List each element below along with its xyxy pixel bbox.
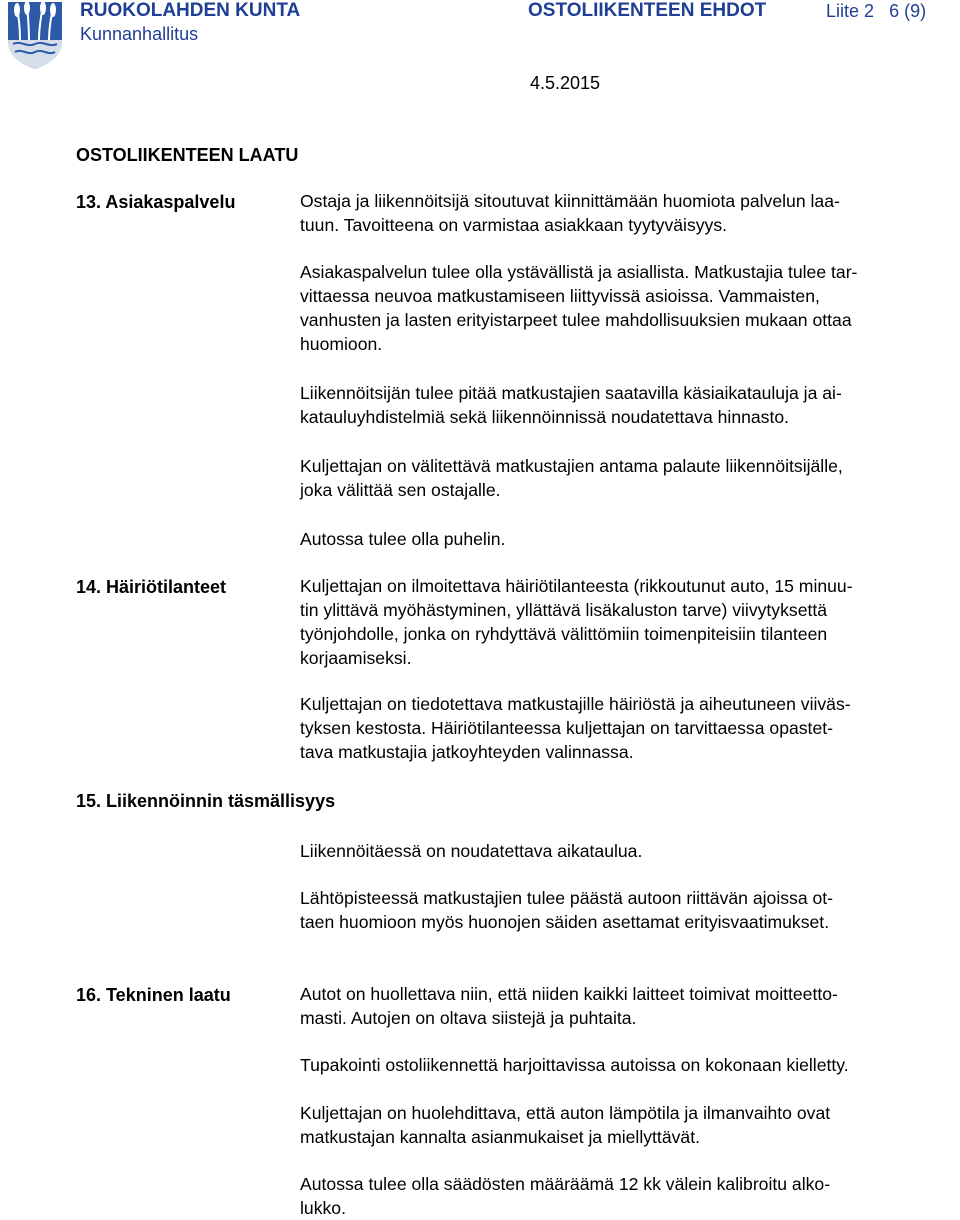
paragraph <box>300 189 952 237</box>
organization-body: Kunnanhallitus <box>80 24 199 44</box>
text-line: vittaessa neuvoa matkustamiseen liittyvissä asioissa. Vammaisten, <box>300 286 820 306</box>
text-line: Kuljettajan on tiedotettava matkustajille häiriöstä ja aiheutuneen viiväs- <box>300 694 851 714</box>
text-line: tava matkustajia jatkoyhteyden valinnassa. <box>300 742 634 762</box>
text-line: huomioon. <box>300 334 383 354</box>
section-title: 13. Asiakaspalvelu <box>76 192 236 212</box>
paragraph <box>300 1172 952 1220</box>
section-title: 14. Häiriötilanteet <box>76 577 227 597</box>
text-line: tyksen kestosta. Häiriötilanteessa kuljettajan on tarvittaessa opastet- <box>300 718 833 738</box>
text-line: masti. Autojen on oltava siistejä ja puhtaita. <box>300 1008 637 1028</box>
text-line: vanhusten ja lasten erityistarpeet tulee mahdollisuuksien mukaan ottaa <box>300 310 852 330</box>
text-line: Autot on huollettava niin, että niiden kaikki laitteet toimivat moitteetto- <box>300 984 838 1004</box>
text-line: Ostaja ja liikennöitsijä sitoutuvat kiinnittämään huomiota palvelun laa- <box>300 191 840 211</box>
paragraph <box>300 260 952 356</box>
text-line: Lähtöpisteessä matkustajien tulee päästä autoon riittävän ajoissa ot- <box>300 888 834 908</box>
text-line: korjaamiseksi. <box>300 648 412 668</box>
attachment-and-page <box>826 0 926 22</box>
paragraph <box>300 692 952 764</box>
text-line: Asiakaspalvelun tulee olla ystävällistä ja asiallista. Matkustajia tulee tar- <box>300 262 858 282</box>
text-line: Tupakointi ostoliikennettä harjoittavissa autoissa on kokonaan kielletty. <box>300 1055 849 1075</box>
page-number: 6 (9) <box>889 1 927 21</box>
text-line: Autossa tulee olla puhelin. <box>300 529 506 549</box>
document-heading: OSTOLIIKENTEEN LAATU <box>76 145 299 165</box>
text-line: työnjohdolle, jonka on ryhdyttävä välittömiin toimenpiteisiin tilanteen <box>300 624 828 644</box>
paragraph <box>300 381 952 429</box>
text-line: katauluyhdistelmiä sekä liikennöinnissä noudatettava hinnasto. <box>300 407 790 427</box>
paragraph <box>300 527 952 551</box>
paragraph <box>300 574 952 670</box>
text-line: tin ylittävä myöhästyminen, yllättävä lisäkaluston tarve) viivytyksettä <box>300 600 828 620</box>
section-title: 16. Tekninen laatu <box>76 985 231 1005</box>
paragraph <box>300 1101 952 1149</box>
attachment-label: Liite 2 <box>826 1 875 21</box>
paragraph <box>300 982 952 1030</box>
text-line: Kuljettajan on välitettävä matkustajien antama palaute liikennöitsijälle, <box>300 456 843 476</box>
paragraph <box>300 886 952 934</box>
text-line: Liikennöitäessä on noudatettava aikataulua. <box>300 841 643 861</box>
text-line: Autossa tulee olla säädösten määräämä 12 kk välein kalibroitu alko- <box>300 1174 831 1194</box>
text-line: joka välittää sen ostajalle. <box>300 480 501 500</box>
coat-of-arms-icon <box>5 0 65 70</box>
text-line: tuun. Tavoitteena on varmistaa asiakkaan tyytyväisyys. <box>300 215 728 235</box>
text-line: taen huomioon myös huonojen säiden asettamat erityisvaatimukset. <box>300 912 830 932</box>
text-line: matkustajan kannalta asianmukaiset ja miellyttävät. <box>300 1127 700 1147</box>
document-title: OSTOLIIKENTEEN EHDOT <box>528 0 767 21</box>
paragraph <box>300 454 952 502</box>
text-line: Kuljettajan on huolehdittava, että auton lämpötila ja ilmanvaihto ovat <box>300 1103 831 1123</box>
paragraph <box>300 1053 952 1077</box>
section-title: 15. Liikennöinnin täsmällisyys <box>76 791 336 811</box>
organization-name: RUOKOLAHDEN KUNTA <box>80 0 301 21</box>
text-line: Liikennöitsijän tulee pitää matkustajien saatavilla käsiaikatauluja ja ai- <box>300 383 842 403</box>
text-line: Kuljettajan on ilmoitettava häiriötilanteesta (rikkoutunut auto, 15 minuu- <box>300 576 853 596</box>
document-date: 4.5.2015 <box>530 73 601 93</box>
text-line: lukko. <box>300 1198 346 1218</box>
paragraph <box>300 839 952 863</box>
